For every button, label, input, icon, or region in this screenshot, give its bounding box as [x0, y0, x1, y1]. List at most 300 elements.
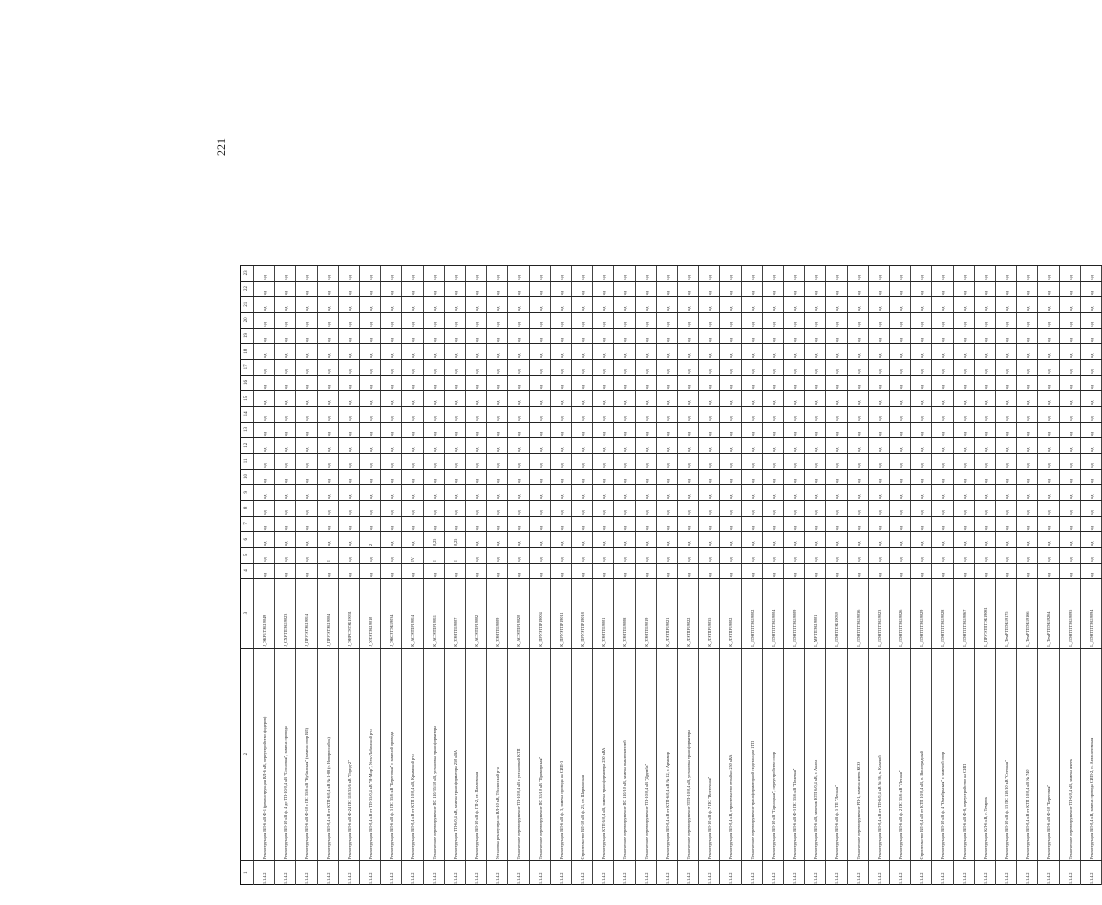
value-cell: нд — [1004, 337, 1010, 343]
value-cell: нд — [283, 557, 289, 562]
project-code-cell: K_ЛЭТПР19022 — [686, 617, 692, 647]
value-cell: нд — [304, 541, 310, 547]
value-cell: нд — [834, 431, 840, 437]
value-cell: нд — [474, 525, 480, 531]
project-description-cell: Строительство ВЛ-10 кВ ф. 21, ст. Ширванская — [580, 775, 586, 860]
value-cell: нд — [792, 322, 798, 327]
value-cell: нд — [876, 525, 882, 531]
value-cell: нд — [516, 510, 522, 515]
value-cell: нд — [389, 541, 395, 547]
row-number-cell: 1.1.4.2 — [410, 872, 416, 884]
value-cell: нд — [792, 463, 798, 468]
value-cell: нд — [495, 275, 501, 280]
value-cell: нд — [262, 275, 268, 280]
value-cell: нд — [304, 306, 310, 312]
value-cell: I — [325, 560, 331, 562]
value-cell: нд — [516, 541, 522, 547]
value-cell: нд — [982, 384, 988, 390]
project-code-cell: L_ЛЭНТПЭБ19039 — [834, 612, 840, 647]
value-cell: нд — [325, 416, 331, 421]
value-cell: нд — [1025, 494, 1031, 500]
value-cell: нд — [580, 463, 586, 468]
value-cell: нд — [537, 337, 543, 343]
project-code-cell: K_АСЭТПР19014 — [410, 614, 416, 647]
row-number-cell: 1.1.4.2 — [537, 872, 543, 884]
value-cell: нд — [1004, 525, 1010, 531]
row-number-cell: 1.1.4.2 — [262, 872, 268, 884]
value-cell: нд — [368, 353, 374, 359]
value-cell: нд — [686, 322, 692, 327]
value-cell: нд — [346, 290, 352, 296]
project-code-cell: J_ПРУЭТЭБ19004 — [325, 613, 331, 647]
value-cell: нд — [558, 384, 564, 390]
value-cell: нд — [325, 431, 331, 437]
project-code-cell: K_ПРУЭТПР19004 — [537, 612, 543, 647]
value-cell: нд — [389, 369, 395, 374]
value-cell: нд — [262, 494, 268, 500]
value-cell: нд — [368, 306, 374, 312]
project-code-cell: L_ЛЭНТПТЭБ19023 — [876, 609, 882, 647]
value-cell: нд — [1067, 463, 1073, 468]
value-cell: нд — [664, 337, 670, 343]
project-code-cell: L_ТемРТПЭБ19264 — [1046, 611, 1052, 647]
value-cell: нд — [749, 353, 755, 359]
value-cell: нд — [982, 275, 988, 280]
value-cell: нд — [664, 431, 670, 437]
value-cell: нд — [728, 447, 734, 453]
value-cell: нд — [346, 572, 352, 578]
value-cell: нд — [664, 525, 670, 531]
value-cell: нд — [728, 416, 734, 421]
value-cell: нд — [452, 463, 458, 468]
value-cell: нд — [1004, 306, 1010, 312]
value-cell: нд — [898, 353, 904, 359]
value-cell: нд — [834, 510, 840, 515]
row-number-cell: 1.1.4.2 — [283, 872, 289, 884]
value-cell: нд — [728, 557, 734, 562]
value-cell: нд — [707, 369, 713, 374]
column-header-11: 11 — [244, 458, 249, 464]
value-cell: нд — [537, 400, 543, 406]
value-cell: нд — [792, 353, 798, 359]
value-cell: нд — [389, 510, 395, 515]
value-cell: нд — [834, 447, 840, 453]
row-number-cell: 1.1.4.2 — [389, 872, 395, 884]
column-divider-21 — [240, 296, 1102, 312]
value-cell: нд — [304, 416, 310, 421]
value-cell: нд — [876, 463, 882, 468]
value-cell: нд — [1004, 447, 1010, 453]
value-cell: нд — [876, 384, 882, 390]
value-cell: нд — [749, 510, 755, 515]
value-cell: нд — [898, 400, 904, 406]
value-cell: нд — [919, 431, 925, 437]
column-header-17: 17 — [244, 364, 249, 370]
value-cell: нд — [940, 572, 946, 578]
value-cell: нд — [304, 369, 310, 374]
value-cell: нд — [1088, 557, 1094, 562]
row-number-cell: 1.1.4.2 — [770, 872, 776, 884]
value-cell: нд — [580, 572, 586, 578]
value-cell: нд — [1004, 510, 1010, 515]
column-header-14: 14 — [244, 411, 249, 417]
project-code-cell: L_ЛЭНТПТЭБ19036 — [855, 609, 861, 647]
value-cell: нд — [643, 384, 649, 390]
value-cell: нд — [834, 572, 840, 578]
value-cell: нд — [346, 384, 352, 390]
value-cell: нд — [431, 416, 437, 421]
project-code-cell: K_ЛЭТПР19002 — [728, 617, 734, 647]
value-cell: нд — [262, 337, 268, 343]
value-cell: нд — [898, 384, 904, 390]
column-divider-18 — [240, 343, 1102, 359]
value-cell: нд — [495, 463, 501, 468]
value-cell: нд — [304, 384, 310, 390]
value-cell: нд — [855, 290, 861, 296]
value-cell: нд — [368, 337, 374, 343]
value-cell: нд — [686, 478, 692, 484]
value-cell: нд — [1025, 525, 1031, 531]
value-cell: нд — [664, 369, 670, 374]
value-cell: нд — [1025, 337, 1031, 343]
value-cell: нд — [876, 572, 882, 578]
value-cell: нд — [431, 431, 437, 437]
value-cell: нд — [389, 353, 395, 359]
value-cell: нд — [389, 337, 395, 343]
value-cell: нд — [898, 275, 904, 280]
value-cell: нд — [304, 557, 310, 562]
value-cell: нд — [452, 400, 458, 406]
value-cell: нд — [346, 557, 352, 562]
column-header-16: 16 — [244, 380, 249, 386]
column-header-23: 23 — [244, 270, 249, 276]
project-code-cell: L_ЛЭНТПТЭБ19028 — [940, 609, 946, 647]
value-cell: нд — [792, 400, 798, 406]
value-cell: нд — [368, 322, 374, 327]
value-cell: нд — [1067, 494, 1073, 500]
value-cell: нд — [813, 337, 819, 343]
project-description-cell: Реконструкция ВЛ-6 кВ Ф-1 (реконструкция ВЛ-6 кВ, переустройство фидеров) — [262, 716, 268, 860]
value-cell: нд — [855, 541, 861, 547]
value-cell: нд — [1088, 353, 1094, 359]
value-cell: нд — [770, 290, 776, 296]
value-cell: нд — [813, 369, 819, 374]
column-divider-9 — [240, 484, 1102, 500]
project-description-cell: Реконструкция ВЛ-0,4 кВ от ТП-35/0,4 кВ "Н-Мир", Усть-Лабинский р-н — [368, 729, 374, 860]
project-code-cell: L_ЛЭНТПТЭБ19002 — [749, 609, 755, 647]
value-cell: нд — [707, 463, 713, 468]
value-cell: нд — [1067, 478, 1073, 484]
row-number-cell: 1.1.4.2 — [431, 872, 437, 884]
column-header-19: 19 — [244, 333, 249, 339]
value-cell: нд — [749, 337, 755, 343]
value-cell: нд — [834, 275, 840, 280]
value-cell: нд — [1025, 416, 1031, 421]
column-header-7: 7 — [244, 522, 249, 525]
value-cell: нд — [855, 510, 861, 515]
value-cell: нд — [1067, 353, 1073, 359]
value-cell: нд — [452, 290, 458, 296]
value-cell: нд — [601, 384, 607, 390]
value-cell: нд — [580, 337, 586, 343]
project-description-cell: Техническое перевооружение трансформаторной подстанции 1ТП — [749, 741, 755, 860]
value-cell: нд — [961, 400, 967, 406]
value-cell: нд — [813, 384, 819, 390]
value-cell: нд — [919, 447, 925, 453]
value-cell: нд — [855, 447, 861, 453]
value-cell: нд — [346, 353, 352, 359]
value-cell: нд — [686, 353, 692, 359]
value-cell: нд — [707, 478, 713, 484]
value-cell: нд — [770, 275, 776, 280]
investment-program-table — [240, 265, 1102, 885]
value-cell: нд — [558, 353, 564, 359]
value-cell: нд — [601, 431, 607, 437]
column-header-21: 21 — [244, 301, 249, 307]
value-cell: нд — [855, 275, 861, 280]
value-cell: нд — [474, 384, 480, 390]
value-cell: нд — [516, 400, 522, 406]
project-description-cell: Реконструкция ВЛ-10 кВ "Гарницкая", переустройство опор — [770, 751, 776, 860]
column-divider-15 — [240, 390, 1102, 406]
value-cell: нд — [834, 384, 840, 390]
value-cell: нд — [643, 447, 649, 453]
value-cell: нд — [1067, 510, 1073, 515]
value-cell: нд — [495, 400, 501, 406]
value-cell: нд — [389, 290, 395, 296]
value-cell: нд — [558, 478, 564, 484]
value-cell: нд — [410, 463, 416, 468]
value-cell: нд — [876, 541, 882, 547]
value-cell: нд — [792, 369, 798, 374]
value-cell: I — [431, 560, 437, 562]
value-cell: нд — [346, 416, 352, 421]
value-cell: нд — [855, 572, 861, 578]
value-cell: нд — [431, 463, 437, 468]
value-cell: нд — [537, 353, 543, 359]
value-cell: нд — [982, 510, 988, 515]
value-cell: нд — [452, 525, 458, 531]
row-number-cell: 1.1.4.2 — [601, 872, 607, 884]
value-cell: нд — [601, 510, 607, 515]
value-cell: нд — [982, 416, 988, 421]
value-cell: нд — [601, 369, 607, 374]
value-cell: нд — [686, 275, 692, 280]
value-cell: нд — [325, 510, 331, 515]
value-cell: нд — [622, 400, 628, 406]
project-description-cell: Реконструкция ВЛ-6 кВ Ф-24 ПС 110/35/6 кВ "Город-2" — [346, 760, 352, 860]
value-cell: нд — [1004, 416, 1010, 421]
value-cell: нд — [919, 306, 925, 312]
value-cell: нд — [325, 306, 331, 312]
value-cell: нд — [813, 306, 819, 312]
value-cell: нд — [1088, 510, 1094, 515]
value-cell: нд — [1067, 290, 1073, 296]
value-cell: нд — [368, 494, 374, 500]
value-cell: нд — [919, 541, 925, 547]
value-cell: нд — [1004, 322, 1010, 327]
value-cell: нд — [580, 384, 586, 390]
value-cell: нд — [940, 525, 946, 531]
value-cell: нд — [643, 416, 649, 421]
column-divider-14 — [240, 406, 1102, 422]
value-cell: нд — [283, 322, 289, 327]
value-cell: нд — [1025, 447, 1031, 453]
value-cell: нд — [262, 369, 268, 374]
value-cell: нд — [855, 416, 861, 421]
value-cell: нд — [283, 572, 289, 578]
value-cell: нд — [961, 510, 967, 515]
value-cell: нд — [368, 369, 374, 374]
value-cell: нд — [558, 510, 564, 515]
page-number: 221 — [214, 138, 228, 156]
value-cell: нд — [622, 384, 628, 390]
value-cell: нд — [728, 541, 734, 547]
value-cell: нд — [643, 572, 649, 578]
value-cell: нд — [940, 510, 946, 515]
value-cell: нд — [474, 400, 480, 406]
value-cell: нд — [686, 494, 692, 500]
value-cell: нд — [304, 525, 310, 531]
value-cell: нд — [537, 494, 543, 500]
value-cell: нд — [855, 353, 861, 359]
value-cell: нд — [580, 353, 586, 359]
project-code-cell: J_УЛЭТЭБ19010 — [368, 616, 374, 647]
column-divider-5 — [240, 547, 1102, 563]
value-cell: нд — [876, 447, 882, 453]
project-description-cell: Реконструкция ВЛ-6 кВ ф. 5 ТП "Лесная" — [834, 785, 840, 860]
value-cell: нд — [262, 384, 268, 390]
value-cell: нд — [813, 463, 819, 468]
value-cell: нд — [961, 384, 967, 390]
value-cell: нд — [813, 478, 819, 484]
value-cell: нд — [368, 384, 374, 390]
value-cell: нд — [1004, 478, 1010, 484]
value-cell: нд — [961, 541, 967, 547]
value-cell: нд — [622, 369, 628, 374]
value-cell: нд — [643, 525, 649, 531]
row-number-cell: 1.1.4.2 — [982, 872, 988, 884]
column-header-20: 20 — [244, 317, 249, 323]
project-description-cell: Реконструкция КЛ-6 кВ, г. Темрюк — [982, 797, 988, 860]
value-cell: нд — [325, 494, 331, 500]
value-cell: нд — [664, 510, 670, 515]
value-cell: нд — [664, 275, 670, 280]
value-cell: нд — [410, 525, 416, 531]
value-cell: нд — [664, 290, 670, 296]
value-cell: нд — [707, 557, 713, 562]
project-code-cell: J_ЭНРСЭТЭБ19031 — [346, 611, 352, 647]
project-description-cell: Техническое перевооружение ТП-10/0,4 кВ с установкой КТП — [516, 748, 522, 860]
value-cell: нд — [728, 275, 734, 280]
value-cell: нд — [304, 572, 310, 578]
row-number-cell: 1.1.4.2 — [834, 872, 840, 884]
value-cell: нд — [1046, 525, 1052, 531]
value-cell: нд — [707, 306, 713, 312]
project-description-cell: Реконструкция КТП 6/0,4 кВ, замена трансформатора 250 кВА — [601, 747, 607, 860]
value-cell: нд — [452, 322, 458, 327]
row-number-cell: 1.1.4.2 — [940, 872, 946, 884]
value-cell: нд — [876, 416, 882, 421]
row-number-cell: 1.1.4.2 — [813, 872, 819, 884]
value-cell: нд — [283, 431, 289, 437]
value-cell: нд — [580, 431, 586, 437]
value-cell: нд — [1067, 369, 1073, 374]
value-cell: нд — [961, 369, 967, 374]
project-description-cell: Техническое перевооружение ЗТП-10/0,4 кВ, установка трансформатора — [686, 729, 692, 860]
column-header-12: 12 — [244, 442, 249, 448]
value-cell: нд — [898, 337, 904, 343]
value-cell: нд — [410, 431, 416, 437]
value-cell: нд — [283, 400, 289, 406]
project-description-cell: Реконструкция ВЛ-10 кВ ф. 4 до ТП-10/0,4 кВ "Сосновая", замена провода — [283, 726, 289, 860]
value-cell: нд — [495, 337, 501, 343]
value-cell: нд — [410, 290, 416, 296]
value-cell: нд — [898, 369, 904, 374]
value-cell: нд — [749, 384, 755, 390]
value-cell: нд — [537, 510, 543, 515]
value-cell: нд — [283, 369, 289, 374]
value-cell: нд — [1088, 400, 1094, 406]
project-description-cell: Техническое перевооружение ТП-6/0,4 кВ, замена ячеек — [1067, 759, 1073, 860]
project-description-cell: Реконструкция ВЛ-10 кВ ф. 13 ПС 110/10 кВ "Степная" — [1004, 760, 1010, 860]
value-cell: нд — [1046, 400, 1052, 406]
value-cell: нд — [325, 463, 331, 468]
value-cell: нд — [855, 463, 861, 468]
value-cell: нд — [1025, 557, 1031, 562]
value-cell: нд — [368, 510, 374, 515]
value-cell: нд — [452, 478, 458, 484]
column-divider-22 — [240, 281, 1102, 297]
row-number-cell: 1.1.4.2 — [728, 872, 734, 884]
value-cell: нд — [707, 494, 713, 500]
value-cell: нд — [580, 369, 586, 374]
row-number-cell: 1.1.4.2 — [664, 872, 670, 884]
value-cell: нд — [1067, 447, 1073, 453]
value-cell: нд — [346, 510, 352, 515]
value-cell: 0,25 — [452, 538, 458, 547]
value-cell: нд — [495, 306, 501, 312]
value-cell: нд — [283, 525, 289, 531]
value-cell: нд — [728, 290, 734, 296]
value-cell: нд — [283, 384, 289, 390]
value-cell: нд — [855, 322, 861, 327]
value-cell: нд — [686, 416, 692, 421]
row-number-cell: 1.1.4.2 — [368, 872, 374, 884]
value-cell: нд — [558, 275, 564, 280]
value-cell: нд — [1004, 369, 1010, 374]
value-cell: нд — [580, 478, 586, 484]
value-cell: нд — [664, 322, 670, 327]
project-code-cell: J_ЭКР1ТЭБ19049 — [262, 614, 268, 647]
value-cell: нд — [495, 447, 501, 453]
project-code-cell: L_ЛЭНТПТЭБ19029 — [919, 609, 925, 647]
value-cell: нд — [982, 322, 988, 327]
value-cell: нд — [516, 369, 522, 374]
value-cell: нд — [1067, 322, 1073, 327]
value-cell: нд — [558, 306, 564, 312]
column-divider-17 — [240, 359, 1102, 375]
value-cell: нд — [792, 416, 798, 421]
value-cell: нд — [940, 416, 946, 421]
value-cell: нд — [1004, 431, 1010, 437]
value-cell: нд — [537, 306, 543, 312]
value-cell: нд — [304, 322, 310, 327]
value-cell: нд — [346, 525, 352, 531]
value-cell: нд — [707, 510, 713, 515]
value-cell: нд — [792, 431, 798, 437]
value-cell: нд — [495, 478, 501, 484]
